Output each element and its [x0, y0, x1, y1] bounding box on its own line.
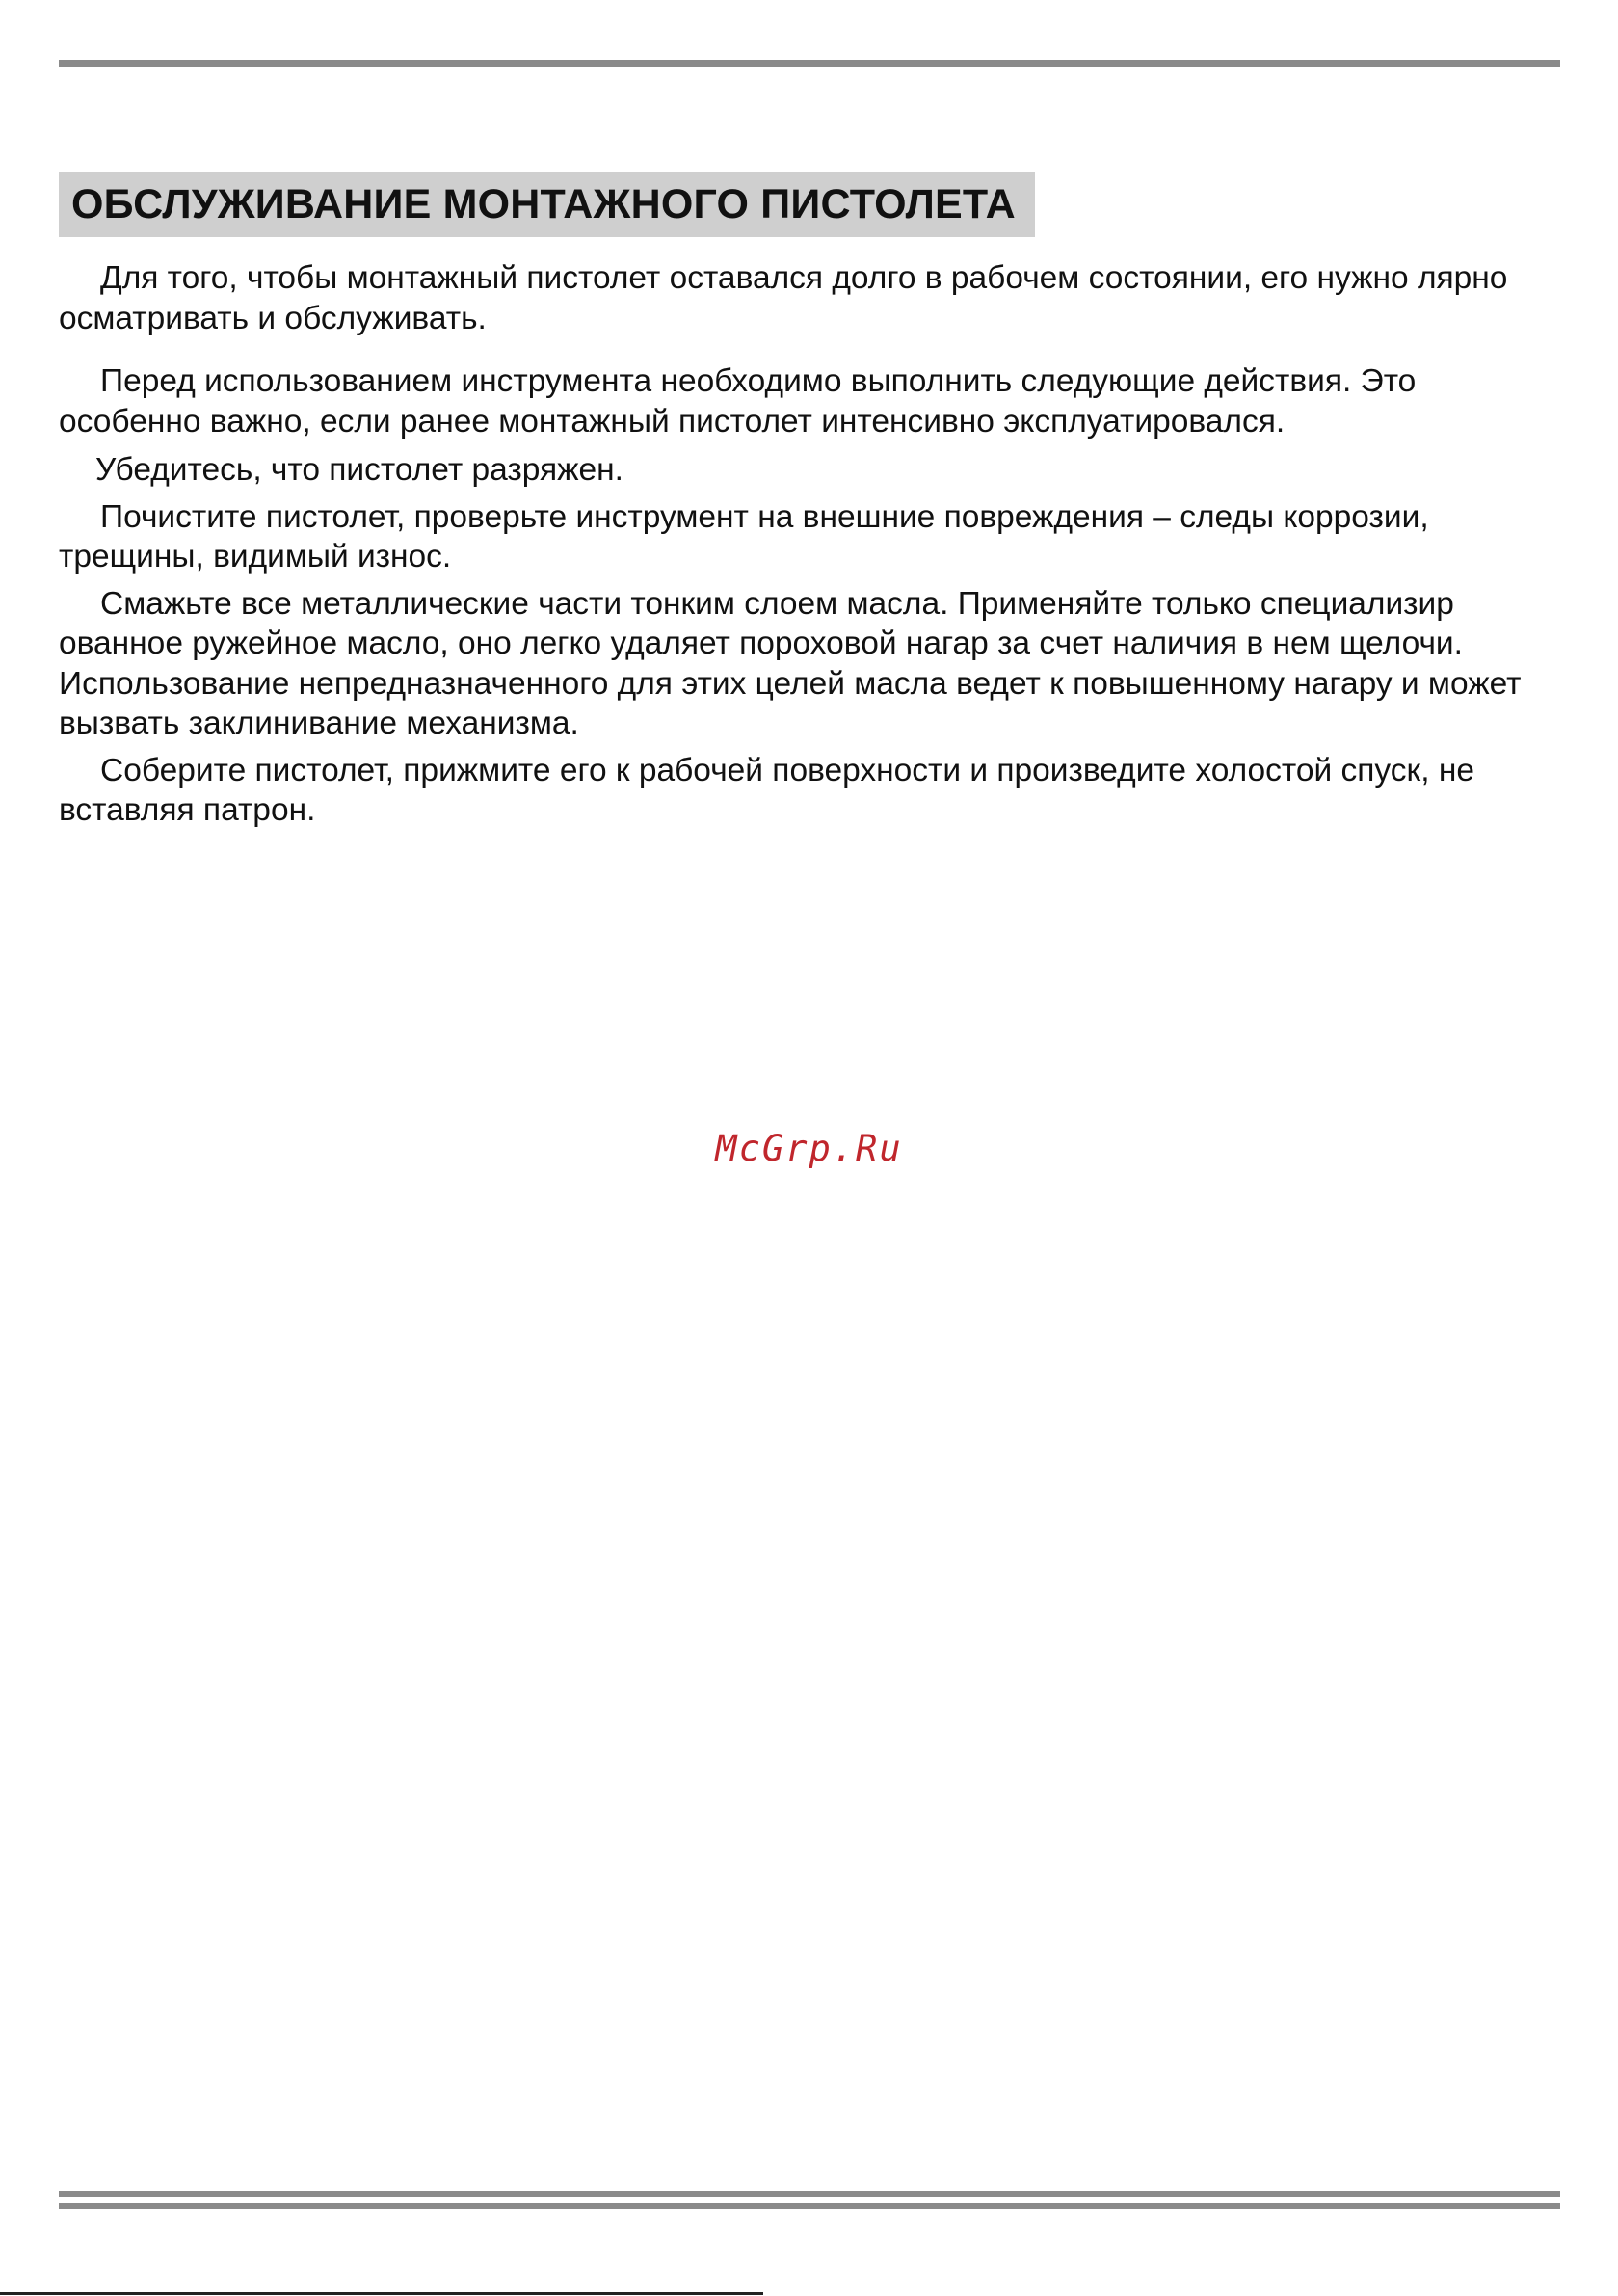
watermark: McGrp.Ru — [715, 1128, 903, 1169]
paragraph-assemble: Соберите пистолет, прижмите его к рабочей поверхности и произведите холостой спуск, не вставляя патрон. — [59, 752, 1474, 828]
section-heading-box — [59, 172, 1035, 237]
body-text — [59, 258, 1560, 831]
section-heading: ОБСЛУЖИВАНИЕ МОНТАЖНОГО ПИСТОЛЕТА — [71, 180, 1016, 227]
paragraph-clean: Почистите пистолет, проверьте инструмент на внешние повреждения – следы коррозии, трещины, видимый износ. — [59, 498, 1429, 574]
bottom-rule-lower — [59, 2203, 1560, 2209]
paragraph-check-unloaded: Убедитесь, что пистолет разряжен. — [95, 452, 623, 488]
bottom-rule-upper — [59, 2191, 1560, 2197]
paragraph-lubricate: Смажьте все металлические части тонким слоем масла. Применяйте только специализир ованное ружейное масло, оно легко удаляет пороховой нагар за счет наличия в нем щелочи. Использование непредназначенного для этих целей масла ведет к повышенному нагару и может вызвать заклинивание механизма. — [59, 585, 1522, 741]
paragraph-intro: Для того, чтобы монтажный пистолет оставался долго в рабочем состоянии, его нужно лярно осматривать и обслуживать. — [59, 260, 1508, 336]
top-rule — [59, 60, 1560, 67]
paragraph-before-use: Перед использованием инструмента необходимо выполнить следующие действия. Это особенно важно, если ранее монтажный пистолет интенсивно эксплуатировался. — [59, 363, 1417, 440]
footer-edge-line — [0, 2292, 763, 2295]
